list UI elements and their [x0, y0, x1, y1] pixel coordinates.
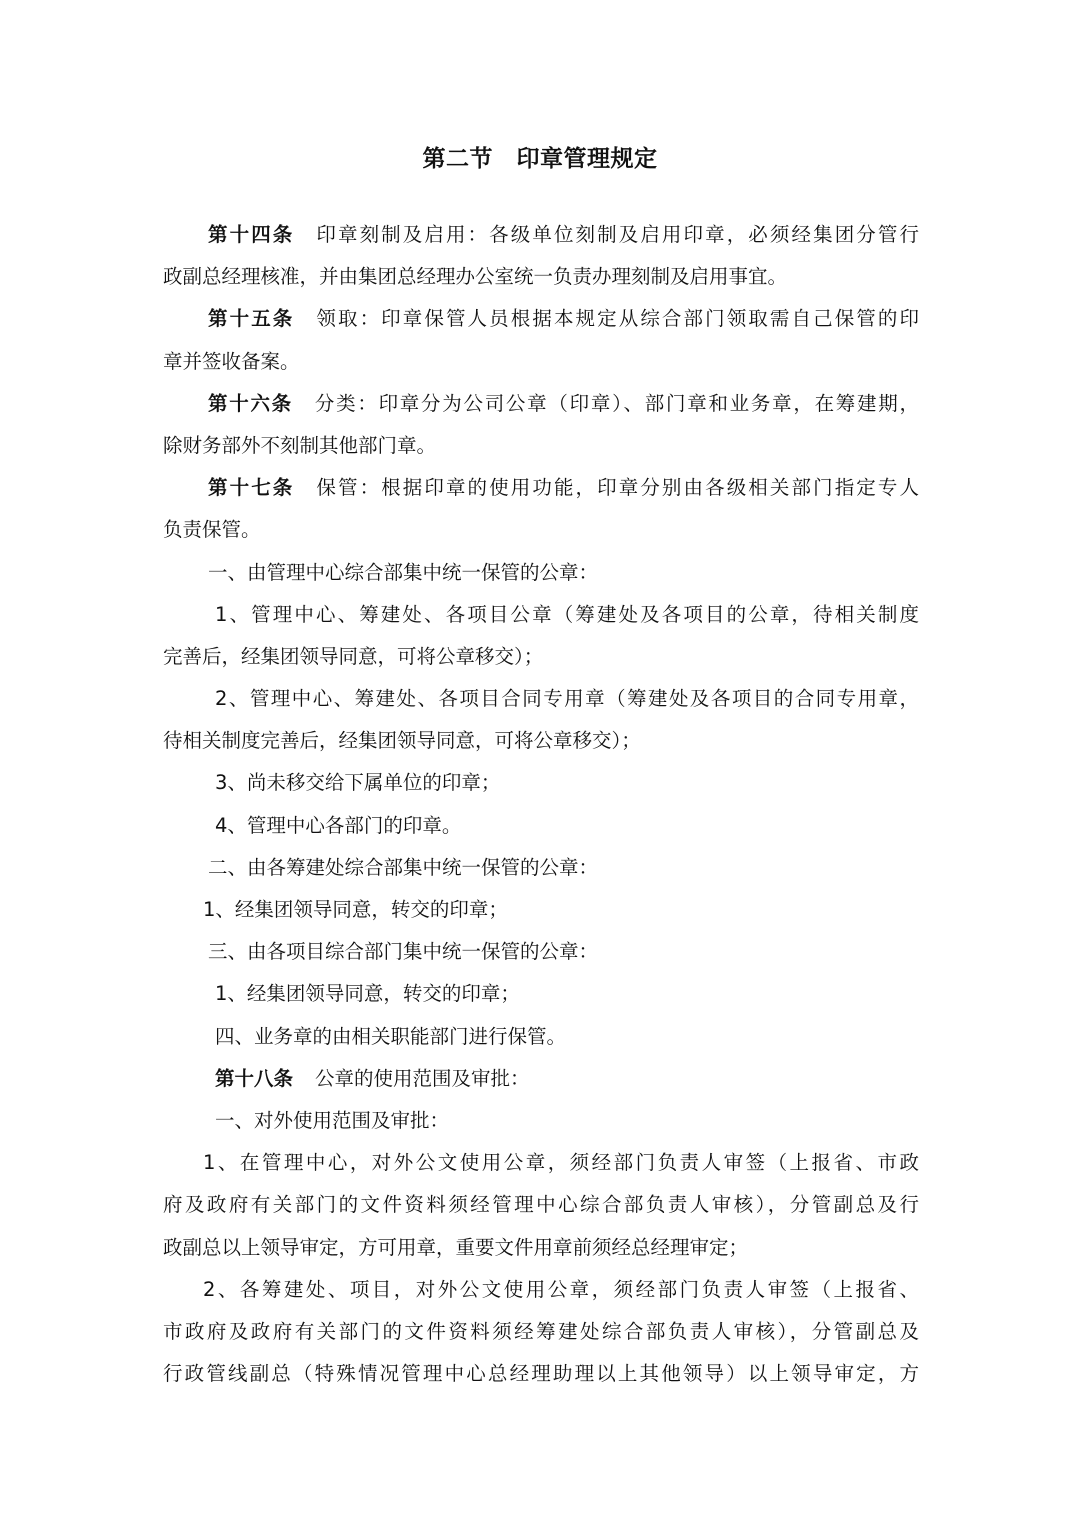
document-body — [163, 214, 919, 1395]
article-text: 保管：根据印章的使用功能，印章分别由各级相关部门指定专人 — [316, 476, 919, 500]
article-16-line-2: 除财务部外不刻制其他部门章。 — [163, 433, 437, 457]
list-heading: 四、业务章的由相关职能部门进行保管。 — [215, 1024, 567, 1048]
article-17-line-1 — [163, 467, 919, 509]
article-text: 领取：印章保管人员根据本规定从综合部门领取需自己保管的印 — [316, 307, 919, 331]
article-label: 第十七条 — [208, 476, 295, 500]
article-14-line-1 — [163, 214, 919, 256]
article-label: 第十五条 — [208, 307, 295, 331]
article-label: 第十八条 — [215, 1066, 294, 1090]
article-label: 第十六条 — [208, 391, 293, 415]
article-15-line-2: 章并签收备案。 — [163, 349, 300, 373]
article-16-line-1 — [163, 383, 919, 425]
list-item: 1、经集团领导同意，转交的印章； — [215, 982, 520, 1006]
article-text: 公章的使用范围及审批： — [315, 1066, 530, 1090]
article-17-line-2: 负责保管。 — [163, 518, 261, 542]
article-text: 印章刻制及启用：各级单位刻制及启用印章，必须经集团分管行 — [316, 223, 919, 246]
list-heading: 二、由各筹建处综合部集中统一保管的公章： — [208, 855, 599, 879]
section-title: 第二节 印章管理规定 — [422, 146, 658, 172]
article-15-line-1 — [163, 298, 919, 340]
article-14-line-2: 政副总经理核准，并由集团总经理办公室统一负责办理刻制及启用事宜。 — [163, 265, 788, 289]
article-18-line-1 — [163, 1058, 919, 1100]
list-item: 3、尚未移交给下属单位的印章； — [215, 771, 501, 795]
list-item: 2、管理中心、筹建处、各项目合同专用章（筹建处及各项目的合同专用章， — [215, 687, 919, 711]
article-label: 第十四条 — [208, 223, 295, 246]
list-item: 1、管理中心、筹建处、各项目公章（筹建处及各项目的公章，待相关制度 — [215, 602, 919, 626]
list-item: 4、管理中心各部门的印章。 — [215, 813, 462, 837]
article-text: 分类：印章分为公司公章（印章）、部门章和业务章，在筹建期， — [314, 391, 919, 415]
paragraph-line: 市政府及政府有关部门的文件资料须经筹建处综合部负责人审核），分管副总及 — [163, 1319, 919, 1343]
list-heading: 三、由各项目综合部门集中统一保管的公章： — [208, 940, 599, 964]
list-item: 1、经集团领导同意，转交的印章； — [203, 898, 508, 921]
paragraph-line: 2、各筹建处、项目，对外公文使用公章，须经部门负责人审签（上报省、 — [203, 1277, 919, 1301]
paragraph-line: 府及政府有关部门的文件资料须经管理中心综合部负责人审核），分管副总及行 — [163, 1193, 919, 1217]
list-item-continued: 待相关制度完善后，经集团领导同意，可将公章移交）； — [163, 729, 641, 753]
list-item-continued: 完善后，经集团领导同意，可将公章移交）； — [163, 644, 544, 668]
paragraph-line: 政副总以上领导审定，方可用章，重要文件用章前须经总经理审定； — [163, 1235, 749, 1259]
paragraph-line: 1、在管理中心，对外公文使用公章，须经部门负责人审签（上报省、市政 — [203, 1151, 919, 1175]
list-heading: 一、由管理中心综合部集中统一保管的公章： — [208, 560, 599, 584]
list-heading: 一、对外使用范围及审批： — [215, 1108, 450, 1132]
paragraph-line: 行政管线副总（特殊情况管理中心总经理助理以上其他领导）以上领导审定，方 — [163, 1362, 919, 1386]
